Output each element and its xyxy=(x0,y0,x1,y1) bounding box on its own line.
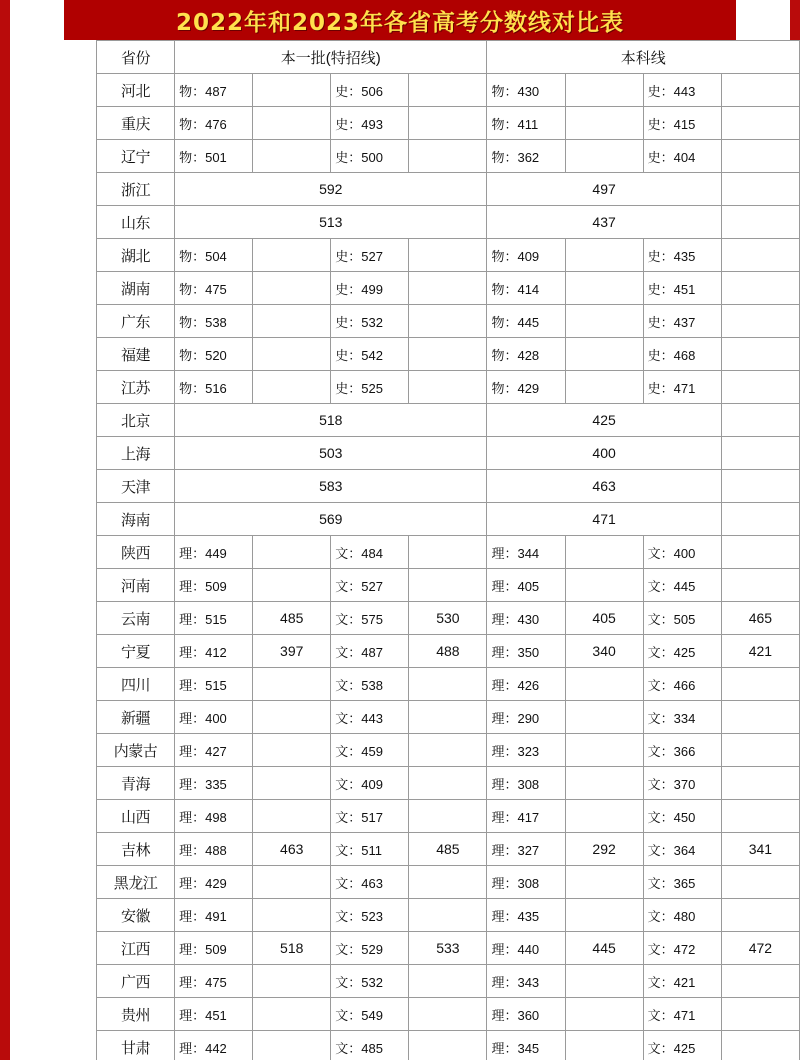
score-cell-2022-b xyxy=(409,701,487,734)
score-cell-2023-c: 理：426 xyxy=(487,668,565,701)
score-cell-2022-d: 421 xyxy=(721,635,799,668)
province-cell: 上海 xyxy=(97,437,175,470)
score-cell-2023-d: 史：471 xyxy=(643,371,721,404)
score-cell-2022-d xyxy=(721,899,799,932)
score-cell-2022-c xyxy=(565,371,643,404)
score-cell-2023-d: 文：370 xyxy=(643,767,721,800)
score-cell-2022-c xyxy=(565,239,643,272)
score-cell-2023-a: 理：491 xyxy=(175,899,253,932)
score-cell-2022-d: 341 xyxy=(721,833,799,866)
score-cell-2023-d: 文：334 xyxy=(643,701,721,734)
province-cell: 北京 xyxy=(97,404,175,437)
table-row xyxy=(97,734,800,767)
province-cell: 山东 xyxy=(97,206,175,239)
score-cell-2023-b: 文：575 xyxy=(331,602,409,635)
province-cell: 陕西 xyxy=(97,536,175,569)
table-header-row xyxy=(97,41,800,74)
score-cell-2023-c: 理：308 xyxy=(487,866,565,899)
table-row xyxy=(97,569,800,602)
score-cell-2023-c: 理：405 xyxy=(487,569,565,602)
header-province: 省份 xyxy=(97,41,175,74)
table-row xyxy=(97,173,800,206)
score-cell-2022-b xyxy=(409,668,487,701)
score-cell-2023-b: 文：409 xyxy=(331,767,409,800)
score-cell-2022-c: 292 xyxy=(565,833,643,866)
score-cell-2023-b: 文：517 xyxy=(331,800,409,833)
score-cell-2022-b xyxy=(409,899,487,932)
score-cell-2023-c: 物：362 xyxy=(487,140,565,173)
table-row xyxy=(97,998,800,1031)
score-cell-2023-a: 物：487 xyxy=(175,74,253,107)
score-cell-2023-d: 文：505 xyxy=(643,602,721,635)
province-cell: 黑龙江 xyxy=(97,866,175,899)
score-cell-2022-a xyxy=(253,239,331,272)
score-cell-2022-b xyxy=(409,536,487,569)
score-cell-2022-c xyxy=(565,536,643,569)
score-cell-2022-c xyxy=(565,899,643,932)
table-row xyxy=(97,635,800,668)
score-cell-2023-d: 文：365 xyxy=(643,866,721,899)
score-cell-2022-extra xyxy=(721,404,799,437)
score-cell-2023-a: 理：451 xyxy=(175,998,253,1031)
score-cell-2023-b: 文：484 xyxy=(331,536,409,569)
header-group-benyipi: 本一批(特招线) xyxy=(175,41,487,74)
score-cell-2022-a xyxy=(253,536,331,569)
score-cell-2022-b xyxy=(409,998,487,1031)
score-cell-2023-b: 史：532 xyxy=(331,305,409,338)
page-title: 2022年和2023年各省高考分数线对比表 xyxy=(175,9,625,36)
score-cell-2023-d: 史：451 xyxy=(643,272,721,305)
score-cell-2022-d xyxy=(721,965,799,998)
score-cell-2023-a: 物：520 xyxy=(175,338,253,371)
score-cell-2022-a: 463 xyxy=(253,833,331,866)
score-cell-2022-a xyxy=(253,107,331,140)
score-cell-2022-b: 488 xyxy=(409,635,487,668)
score-cell-2022-b xyxy=(409,767,487,800)
score-cell-2023-b: 文：538 xyxy=(331,668,409,701)
score-cell-2023-c: 物：428 xyxy=(487,338,565,371)
province-cell: 甘肃 xyxy=(97,1031,175,1060)
score-cell-2023-a: 理：498 xyxy=(175,800,253,833)
header-group-benkexian: 本科线 xyxy=(487,41,800,74)
score-cell-benkexian: 437 xyxy=(487,206,721,239)
score-cell-2022-b xyxy=(409,866,487,899)
score-cell-2022-c xyxy=(565,272,643,305)
score-cell-2022-a xyxy=(253,338,331,371)
score-cell-2022-b xyxy=(409,734,487,767)
score-cell-2023-c: 理：308 xyxy=(487,767,565,800)
score-cell-2022-d xyxy=(721,107,799,140)
score-cell-benkexian: 463 xyxy=(487,470,721,503)
score-cell-2022-b: 530 xyxy=(409,602,487,635)
score-cell-2023-c: 理：440 xyxy=(487,932,565,965)
score-cell-2023-b: 文：511 xyxy=(331,833,409,866)
province-cell: 河南 xyxy=(97,569,175,602)
score-cell-2022-c xyxy=(565,305,643,338)
score-cell-2022-c xyxy=(565,338,643,371)
province-cell: 广西 xyxy=(97,965,175,998)
score-cell-2023-d: 文：466 xyxy=(643,668,721,701)
score-table-wrapper xyxy=(96,40,800,1060)
score-cell-benyipi: 569 xyxy=(175,503,487,536)
score-cell-2023-d: 文：450 xyxy=(643,800,721,833)
score-cell-2022-c xyxy=(565,701,643,734)
score-cell-2022-b xyxy=(409,800,487,833)
score-cell-2022-b xyxy=(409,140,487,173)
score-cell-2023-a: 物：476 xyxy=(175,107,253,140)
score-cell-2023-d: 文：445 xyxy=(643,569,721,602)
province-cell: 河北 xyxy=(97,74,175,107)
province-cell: 广东 xyxy=(97,305,175,338)
table-row xyxy=(97,272,800,305)
score-cell-2022-b xyxy=(409,569,487,602)
table-row xyxy=(97,503,800,536)
province-cell: 新疆 xyxy=(97,701,175,734)
score-cell-2022-d: 465 xyxy=(721,602,799,635)
score-cell-2023-a: 物：475 xyxy=(175,272,253,305)
score-cell-2023-b: 史：500 xyxy=(331,140,409,173)
score-cell-2022-b xyxy=(409,965,487,998)
score-cell-2022-d xyxy=(721,74,799,107)
score-cell-2023-d: 史：443 xyxy=(643,74,721,107)
score-cell-benyipi: 503 xyxy=(175,437,487,470)
table-row xyxy=(97,140,800,173)
score-cell-benkexian: 400 xyxy=(487,437,721,470)
score-cell-2022-b xyxy=(409,74,487,107)
score-cell-2023-c: 理：350 xyxy=(487,635,565,668)
province-cell: 山西 xyxy=(97,800,175,833)
score-cell-2022-d xyxy=(721,239,799,272)
score-cell-2022-a: 518 xyxy=(253,932,331,965)
score-cell-2023-b: 史：542 xyxy=(331,338,409,371)
score-cell-2022-a xyxy=(253,371,331,404)
score-cell-2022-b: 533 xyxy=(409,932,487,965)
score-cell-2023-a: 理：442 xyxy=(175,1031,253,1060)
score-cell-benyipi: 513 xyxy=(175,206,487,239)
score-cell-2022-d xyxy=(721,734,799,767)
score-cell-2022-c xyxy=(565,866,643,899)
score-cell-2022-d xyxy=(721,1031,799,1060)
score-cell-2023-a: 物：504 xyxy=(175,239,253,272)
score-cell-2023-b: 史：499 xyxy=(331,272,409,305)
score-cell-2023-c: 物：414 xyxy=(487,272,565,305)
score-cell-2023-c: 理：345 xyxy=(487,1031,565,1060)
score-cell-2022-a xyxy=(253,998,331,1031)
score-cell-2023-d: 文：425 xyxy=(643,635,721,668)
score-cell-2023-d: 文：472 xyxy=(643,932,721,965)
province-cell: 辽宁 xyxy=(97,140,175,173)
score-cell-2022-b xyxy=(409,305,487,338)
table-row xyxy=(97,239,800,272)
score-cell-2022-a xyxy=(253,734,331,767)
score-cell-2022-d xyxy=(721,536,799,569)
score-cell-2022-c xyxy=(565,965,643,998)
score-cell-2022-c xyxy=(565,800,643,833)
score-cell-2023-b: 史：506 xyxy=(331,74,409,107)
score-cell-2022-c xyxy=(565,767,643,800)
table-row xyxy=(97,1031,800,1060)
table-body xyxy=(97,74,800,1060)
table-row xyxy=(97,965,800,998)
score-cell-2023-c: 理：290 xyxy=(487,701,565,734)
score-cell-2023-c: 物：430 xyxy=(487,74,565,107)
score-cell-2023-a: 理：509 xyxy=(175,932,253,965)
table-header xyxy=(97,41,800,74)
province-cell: 安徽 xyxy=(97,899,175,932)
table-row xyxy=(97,833,800,866)
score-cell-2022-a: 397 xyxy=(253,635,331,668)
score-cell-2023-d: 史：415 xyxy=(643,107,721,140)
score-cell-2022-b xyxy=(409,371,487,404)
score-cell-2022-c xyxy=(565,569,643,602)
score-cell-2022-a xyxy=(253,305,331,338)
score-cell-2023-c: 理：343 xyxy=(487,965,565,998)
score-cell-2023-b: 文：459 xyxy=(331,734,409,767)
score-cell-2023-a: 理：515 xyxy=(175,602,253,635)
score-cell-2022-c: 405 xyxy=(565,602,643,635)
province-cell: 青海 xyxy=(97,767,175,800)
score-cell-2022-a: 485 xyxy=(253,602,331,635)
score-cell-2023-d: 文：425 xyxy=(643,1031,721,1060)
score-cell-2023-c: 理：360 xyxy=(487,998,565,1031)
table-row xyxy=(97,932,800,965)
score-cell-2023-b: 文：463 xyxy=(331,866,409,899)
province-cell: 浙江 xyxy=(97,173,175,206)
score-cell-2023-a: 理：427 xyxy=(175,734,253,767)
score-cell-2022-d xyxy=(721,140,799,173)
table-row xyxy=(97,767,800,800)
score-cell-2023-d: 史：437 xyxy=(643,305,721,338)
province-cell: 贵州 xyxy=(97,998,175,1031)
score-cell-2023-b: 文：532 xyxy=(331,965,409,998)
score-cell-2023-a: 理：488 xyxy=(175,833,253,866)
table-row xyxy=(97,206,800,239)
score-cell-benyipi: 518 xyxy=(175,404,487,437)
table-row xyxy=(97,536,800,569)
table-row xyxy=(97,866,800,899)
province-cell: 四川 xyxy=(97,668,175,701)
score-cell-2023-a: 物：516 xyxy=(175,371,253,404)
score-cell-2022-c: 340 xyxy=(565,635,643,668)
score-cell-2023-b: 文：485 xyxy=(331,1031,409,1060)
score-cell-2023-a: 理：335 xyxy=(175,767,253,800)
score-cell-2023-b: 文：487 xyxy=(331,635,409,668)
province-cell: 湖北 xyxy=(97,239,175,272)
table-row xyxy=(97,899,800,932)
province-cell: 江苏 xyxy=(97,371,175,404)
score-cell-2022-d xyxy=(721,272,799,305)
score-cell-2022-c xyxy=(565,140,643,173)
table-row xyxy=(97,701,800,734)
score-cell-2022-extra xyxy=(721,503,799,536)
score-cell-2022-extra xyxy=(721,173,799,206)
score-cell-2022-a xyxy=(253,866,331,899)
table-row xyxy=(97,470,800,503)
score-cell-2023-b: 文：443 xyxy=(331,701,409,734)
score-cell-benyipi: 583 xyxy=(175,470,487,503)
title-banner xyxy=(64,0,736,40)
province-cell: 福建 xyxy=(97,338,175,371)
score-cell-2023-d: 文：366 xyxy=(643,734,721,767)
score-cell-2022-c xyxy=(565,107,643,140)
score-cell-2022-d xyxy=(721,371,799,404)
score-cell-2022-a xyxy=(253,569,331,602)
score-cell-2023-b: 文：523 xyxy=(331,899,409,932)
score-cell-2023-c: 理：430 xyxy=(487,602,565,635)
score-cell-2022-extra xyxy=(721,470,799,503)
score-cell-2023-d: 史：468 xyxy=(643,338,721,371)
score-cell-2023-d: 文：471 xyxy=(643,998,721,1031)
score-cell-2022-d xyxy=(721,305,799,338)
table-row xyxy=(97,371,800,404)
score-cell-2023-c: 理：323 xyxy=(487,734,565,767)
score-cell-2022-b: 485 xyxy=(409,833,487,866)
score-cell-2022-a xyxy=(253,701,331,734)
score-cell-2022-extra xyxy=(721,206,799,239)
score-cell-2022-extra xyxy=(721,437,799,470)
score-cell-2022-b xyxy=(409,107,487,140)
score-cell-2023-a: 理：515 xyxy=(175,668,253,701)
score-cell-2023-c: 物：429 xyxy=(487,371,565,404)
table-row xyxy=(97,800,800,833)
score-cell-2023-a: 理：412 xyxy=(175,635,253,668)
score-cell-2022-c xyxy=(565,734,643,767)
score-cell-2023-c: 理：417 xyxy=(487,800,565,833)
score-cell-2023-b: 文：529 xyxy=(331,932,409,965)
province-cell: 吉林 xyxy=(97,833,175,866)
province-cell: 云南 xyxy=(97,602,175,635)
score-cell-2022-b xyxy=(409,1031,487,1060)
score-cell-2023-d: 史：404 xyxy=(643,140,721,173)
score-cell-2022-d xyxy=(721,569,799,602)
score-cell-2023-c: 理：435 xyxy=(487,899,565,932)
score-cell-2023-c: 物：411 xyxy=(487,107,565,140)
score-cell-2023-c: 理：327 xyxy=(487,833,565,866)
score-cell-benyipi: 592 xyxy=(175,173,487,206)
score-cell-2022-a xyxy=(253,1031,331,1060)
score-cell-2022-a xyxy=(253,800,331,833)
province-cell: 江西 xyxy=(97,932,175,965)
table-row xyxy=(97,602,800,635)
score-cell-2022-c: 445 xyxy=(565,932,643,965)
score-cell-2023-c: 理：344 xyxy=(487,536,565,569)
score-cell-benkexian: 425 xyxy=(487,404,721,437)
province-cell: 内蒙古 xyxy=(97,734,175,767)
score-cell-2023-b: 史：493 xyxy=(331,107,409,140)
score-cell-benkexian: 471 xyxy=(487,503,721,536)
score-cell-2022-a xyxy=(253,899,331,932)
score-cell-benkexian: 497 xyxy=(487,173,721,206)
score-cell-2022-b xyxy=(409,239,487,272)
score-cell-2022-a xyxy=(253,140,331,173)
score-cell-2022-b xyxy=(409,338,487,371)
score-cell-2022-d xyxy=(721,767,799,800)
score-cell-2023-a: 物：501 xyxy=(175,140,253,173)
score-cell-2022-c xyxy=(565,998,643,1031)
table-row xyxy=(97,338,800,371)
score-cell-2023-b: 史：527 xyxy=(331,239,409,272)
score-cell-2022-d xyxy=(721,701,799,734)
province-cell: 宁夏 xyxy=(97,635,175,668)
table-row xyxy=(97,437,800,470)
table-row xyxy=(97,107,800,140)
score-cell-2022-a xyxy=(253,767,331,800)
score-cell-2022-b xyxy=(409,272,487,305)
score-cell-2023-c: 物：409 xyxy=(487,239,565,272)
score-cell-2022-d xyxy=(721,998,799,1031)
province-cell: 重庆 xyxy=(97,107,175,140)
score-cell-2022-d xyxy=(721,338,799,371)
score-cell-2022-a xyxy=(253,272,331,305)
table-row xyxy=(97,404,800,437)
score-cell-2023-b: 文：527 xyxy=(331,569,409,602)
score-cell-2023-a: 理：400 xyxy=(175,701,253,734)
score-cell-2022-d: 472 xyxy=(721,932,799,965)
table-row xyxy=(97,668,800,701)
score-cell-2022-a xyxy=(253,668,331,701)
score-cell-2023-d: 文：364 xyxy=(643,833,721,866)
table-row xyxy=(97,74,800,107)
province-cell: 海南 xyxy=(97,503,175,536)
score-cell-2023-c: 物：445 xyxy=(487,305,565,338)
score-cell-2022-c xyxy=(565,74,643,107)
score-cell-2023-d: 文：400 xyxy=(643,536,721,569)
score-cell-2023-b: 文：549 xyxy=(331,998,409,1031)
score-cell-2023-d: 文：421 xyxy=(643,965,721,998)
province-cell: 天津 xyxy=(97,470,175,503)
decorative-left-bar xyxy=(0,0,10,1060)
score-cell-2022-c xyxy=(565,1031,643,1060)
score-cell-2023-a: 理：429 xyxy=(175,866,253,899)
score-cell-2023-b: 史：525 xyxy=(331,371,409,404)
score-cell-2022-c xyxy=(565,668,643,701)
score-cell-2023-d: 文：480 xyxy=(643,899,721,932)
score-cell-2023-d: 史：435 xyxy=(643,239,721,272)
score-cell-2022-d xyxy=(721,800,799,833)
province-cell: 湖南 xyxy=(97,272,175,305)
score-cell-2023-a: 理：475 xyxy=(175,965,253,998)
score-cell-2023-a: 理：449 xyxy=(175,536,253,569)
score-comparison-table xyxy=(96,40,800,1060)
score-cell-2022-a xyxy=(253,74,331,107)
score-cell-2023-a: 理：509 xyxy=(175,569,253,602)
score-cell-2022-d xyxy=(721,668,799,701)
score-cell-2023-a: 物：538 xyxy=(175,305,253,338)
score-cell-2022-d xyxy=(721,866,799,899)
score-cell-2022-a xyxy=(253,965,331,998)
table-row xyxy=(97,305,800,338)
